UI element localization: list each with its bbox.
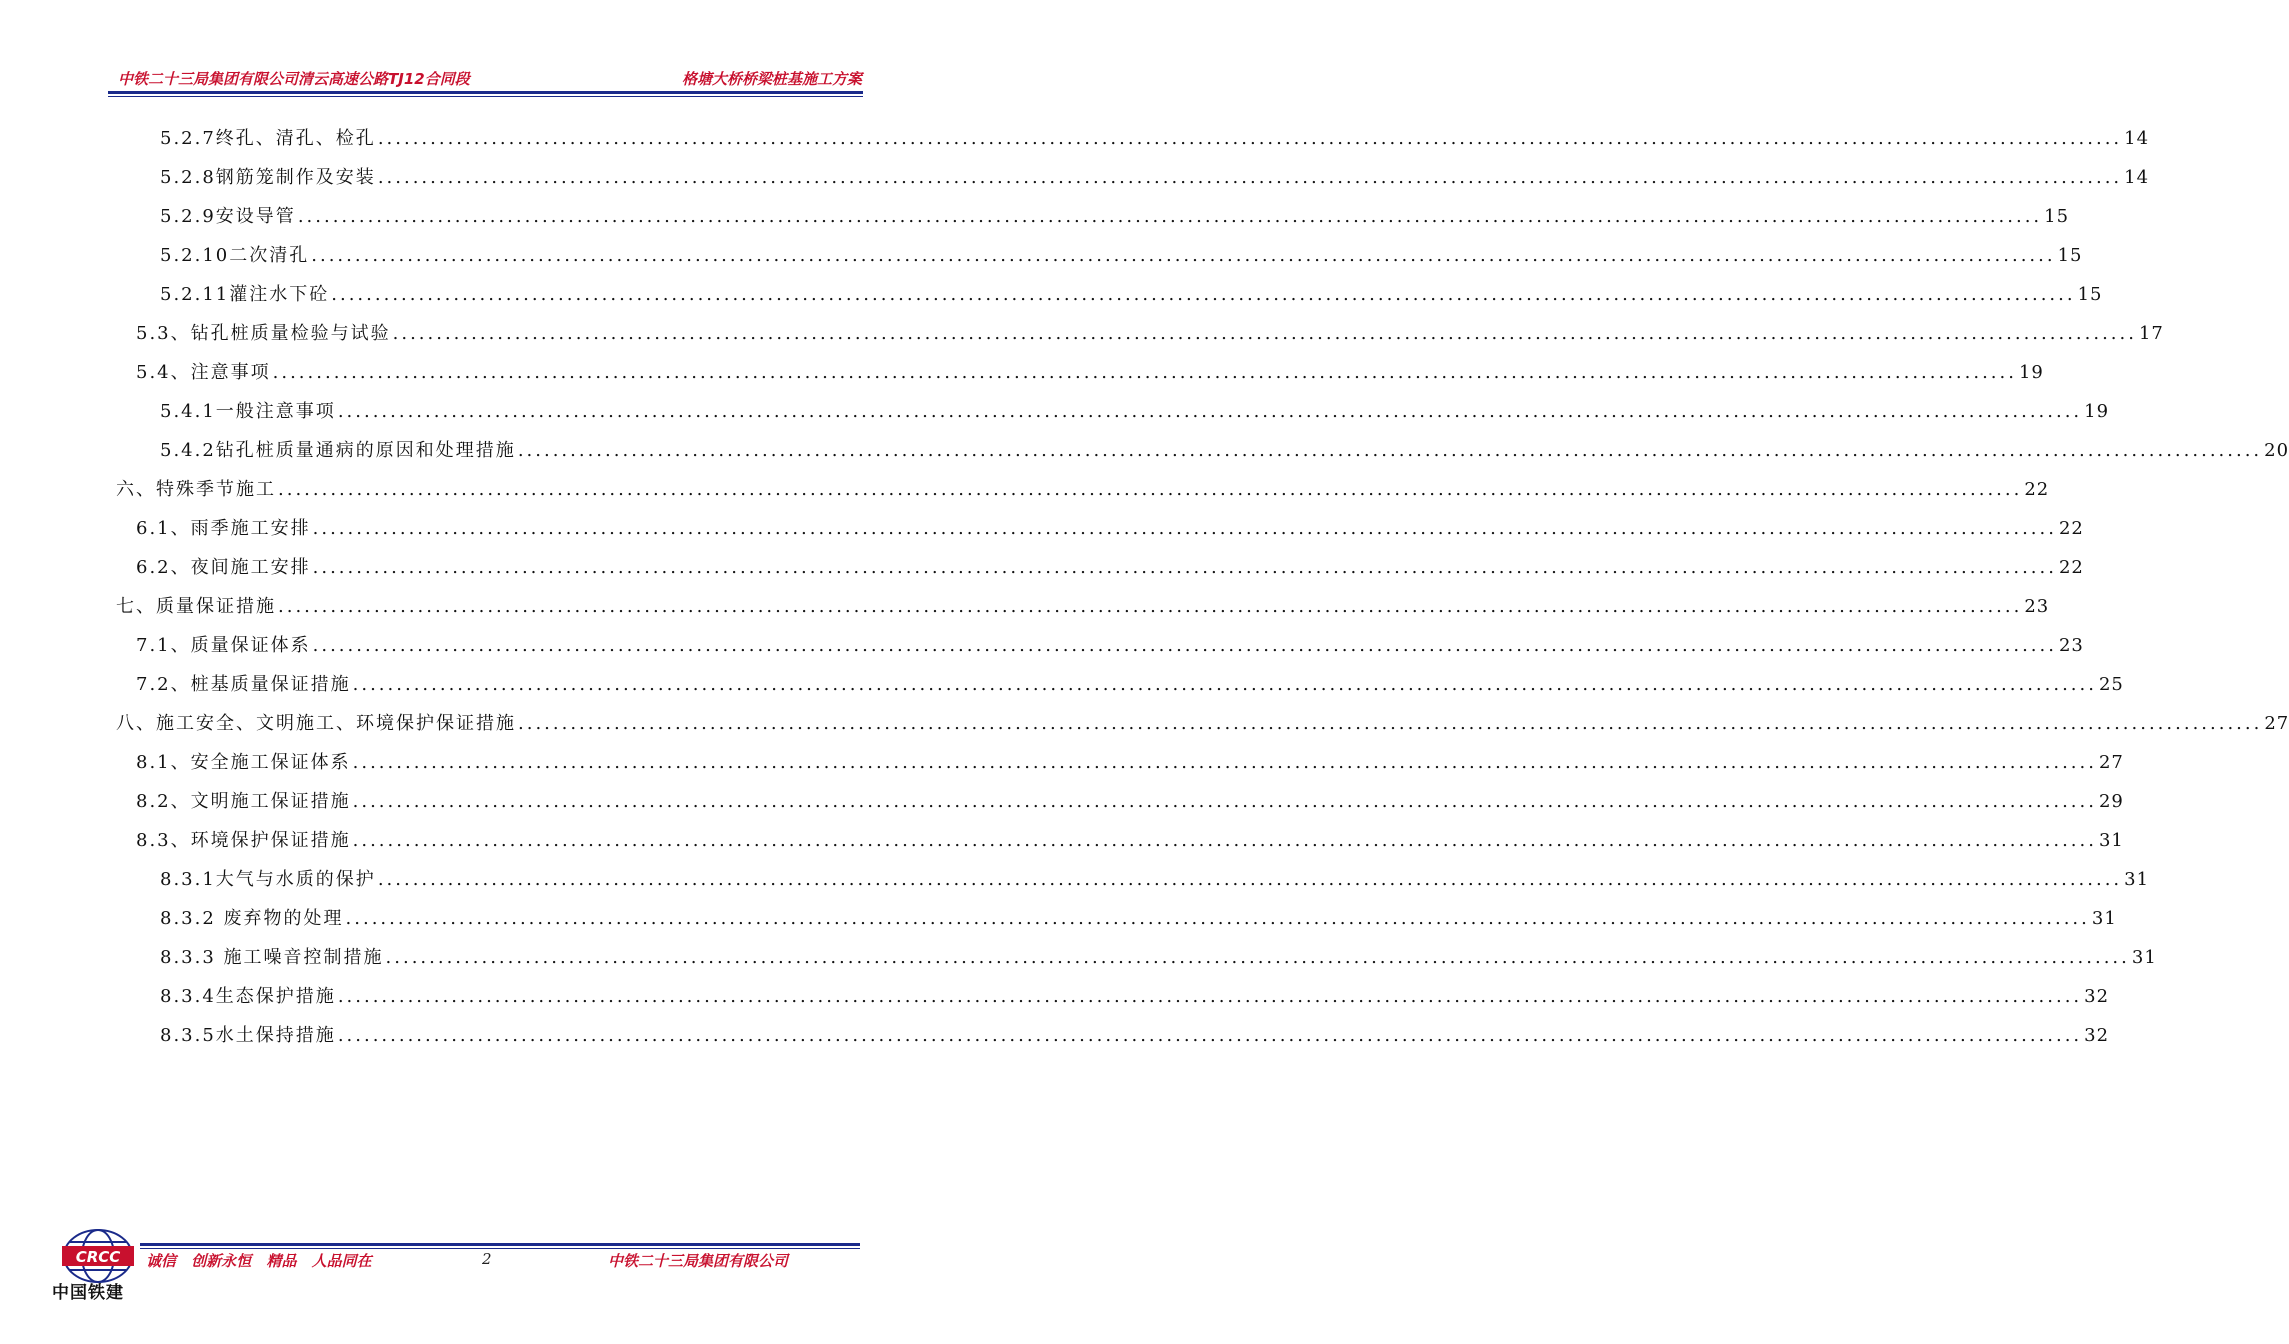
toc-entry-label: 8.3.3 施工噪音控制措施 [160,947,384,968]
toc-leader-dots: ........................................................................................................................................................................................................ [337,1025,2083,1046]
toc-entry-page: 31 [2131,947,2157,968]
toc-entry[interactable] [160,238,2083,274]
toc-entry-page: 29 [2098,791,2124,812]
toc-entry-label: 6.1、雨季施工安排 [136,518,311,539]
toc-entry-page: 32 [2084,986,2110,1007]
toc-entry-page: 20 [2264,440,2289,461]
toc-entry-label: 5.2.9安设导管 [160,206,296,227]
toc-leader-dots: ........................................................................................................................................................................................................ [377,869,2123,890]
toc-entry-label: 8.3.5水土保持措施 [160,1025,336,1046]
toc-entry-label: 8.3.4生态保护措施 [160,986,336,1007]
toc-entry-label: 5.4.2钻孔桩质量通病的原因和处理措施 [160,440,516,461]
toc-entry-page: 22 [2058,518,2084,539]
toc-leader-dots: ........................................................................................................................................................................................................ [517,440,2263,461]
header-divider-thick [108,91,863,94]
toc-entry-page: 31 [2091,908,2117,929]
toc-entry-label: 5.2.7终孔、清孔、检孔 [160,128,376,149]
toc-entry[interactable] [160,394,2110,430]
toc-leader-dots: ........................................................................................................................................................................................................ [278,479,2023,500]
toc-entry[interactable] [160,160,2150,196]
toc-entry[interactable] [136,823,2124,859]
toc-leader-dots: ........................................................................................................................................................................................................ [331,284,2076,305]
toc-entry-label: 8.3、环境保护保证措施 [136,830,351,851]
toc-entry[interactable] [136,628,2084,664]
toc-leader-dots: ........................................................................................................................................................................................................ [345,908,2090,929]
toc-entry-label: 5.2.10二次清孔 [160,245,310,266]
toc-leader-dots: ........................................................................................................................................................................................................ [352,674,2097,695]
toc-entry[interactable] [136,667,2124,703]
footer-divider-thin [140,1248,860,1249]
toc-entry-page: 22 [2024,479,2050,500]
toc-entry-page: 22 [2058,557,2084,578]
toc-leader-dots: ........................................................................................................................................................................................................ [312,635,2057,656]
header-divider-thin [108,96,863,97]
toc-entry[interactable] [136,316,2164,352]
toc-entry-label: 5.4.1一般注意事项 [160,401,336,422]
toc-entry-page: 32 [2084,1025,2110,1046]
toc-entry[interactable] [136,550,2084,586]
footer-motto: 诚信 创新永恒 精品 人品同在 [146,1252,372,1270]
toc-entry[interactable] [136,745,2124,781]
toc-entry-page: 25 [2098,674,2124,695]
toc-entry-label: 5.3、钻孔桩质量检验与试验 [136,323,391,344]
toc-leader-dots: ........................................................................................................................................................................................................ [272,362,2017,383]
toc-entry[interactable] [160,433,2289,469]
toc-leader-dots: ........................................................................................................................................................................................................ [377,167,2123,188]
toc-entry[interactable] [136,355,2044,391]
toc-entry[interactable] [136,784,2124,820]
toc-entry-page: 19 [2018,362,2044,383]
toc-entry-label: 8.3.2 废弃物的处理 [160,908,344,929]
toc-entry-label: 6.2、夜间施工安排 [136,557,311,578]
toc-entry[interactable] [160,979,2110,1015]
toc-entry-label: 7.1、质量保证体系 [136,635,311,656]
toc-entry[interactable] [160,277,2103,313]
toc-entry-label: 5.4、注意事项 [136,362,271,383]
toc-leader-dots: ........................................................................................................................................................................................................ [337,401,2083,422]
toc-leader-dots: ........................................................................................................................................................................................................ [518,713,2263,734]
footer-company: 中铁二十三局集团有限公司 [608,1252,789,1270]
toc-entry-label: 六、特殊季节施工 [116,479,276,500]
toc-entry[interactable] [116,706,2289,742]
toc-entry-page: 23 [2024,596,2050,617]
toc-leader-dots: ........................................................................................................................................................................................................ [377,128,2123,149]
toc-leader-dots: ........................................................................................................................................................................................................ [312,518,2057,539]
toc-leader-dots: ........................................................................................................................................................................................................ [352,830,2097,851]
toc-entry-label: 5.2.11灌注水下砼 [160,284,330,305]
toc-entry[interactable] [160,121,2150,157]
toc-entry-page: 31 [2098,830,2124,851]
toc-entry-page: 14 [2124,167,2150,188]
toc-entry-label: 8.1、安全施工保证体系 [136,752,351,773]
toc-entry[interactable] [136,511,2084,547]
toc-leader-dots: ........................................................................................................................................................................................................ [278,596,2023,617]
toc-entry-page: 23 [2058,635,2084,656]
toc-entry-label: 8.2、文明施工保证措施 [136,791,351,812]
toc-entry-page: 19 [2084,401,2110,422]
toc-entry-label: 七、质量保证措施 [116,596,276,617]
footer-divider-thick [140,1243,860,1246]
toc-entry[interactable] [160,862,2150,898]
toc-entry[interactable] [116,589,2050,625]
toc-entry-page: 27 [2264,713,2289,734]
toc-entry-page: 27 [2098,752,2124,773]
toc-entry-label: 5.2.8钢筋笼制作及安装 [160,167,376,188]
logo-mark-text: CRCC [75,1248,121,1266]
toc-entry-page: 17 [2138,323,2164,344]
toc-entry[interactable] [160,901,2117,937]
toc-entry[interactable] [160,199,2070,235]
footer-page-number: 2 [482,1250,492,1268]
toc-entry-label: 7.2、桩基质量保证措施 [136,674,351,695]
toc-entry-page: 15 [2057,245,2083,266]
toc-leader-dots: ........................................................................................................................................................................................................ [352,791,2097,812]
toc-entry[interactable] [116,472,2050,508]
toc-entry-page: 15 [2077,284,2103,305]
toc-entry-label: 8.3.1大气与水质的保护 [160,869,376,890]
toc-leader-dots: ........................................................................................................................................................................................................ [311,245,2056,266]
toc-entry-page: 31 [2124,869,2150,890]
toc-leader-dots: ........................................................................................................................................................................................................ [297,206,2043,227]
toc-entry-page: 14 [2124,128,2150,149]
toc-leader-dots: ........................................................................................................................................................................................................ [392,323,2137,344]
toc-leader-dots: ........................................................................................................................................................................................................ [352,752,2097,773]
header-document-title: 格塘大桥桥梁桩基施工方案 [681,70,862,88]
toc-entry-label: 八、施工安全、文明施工、环境保护保证措施 [116,713,516,734]
toc-leader-dots: ........................................................................................................................................................................................................ [312,557,2057,578]
header-project-title: 中铁二十三局集团有限公司清云高速公路TJ12合同段 [118,70,470,88]
toc-leader-dots: ........................................................................................................................................................................................................ [385,947,2130,968]
logo-caption: 中国铁建 [52,1283,124,1303]
toc-entry[interactable] [160,1018,2110,1054]
toc-leader-dots: ........................................................................................................................................................................................................ [337,986,2083,1007]
toc-entry-page: 15 [2044,206,2070,227]
toc-entry[interactable] [160,940,2157,976]
